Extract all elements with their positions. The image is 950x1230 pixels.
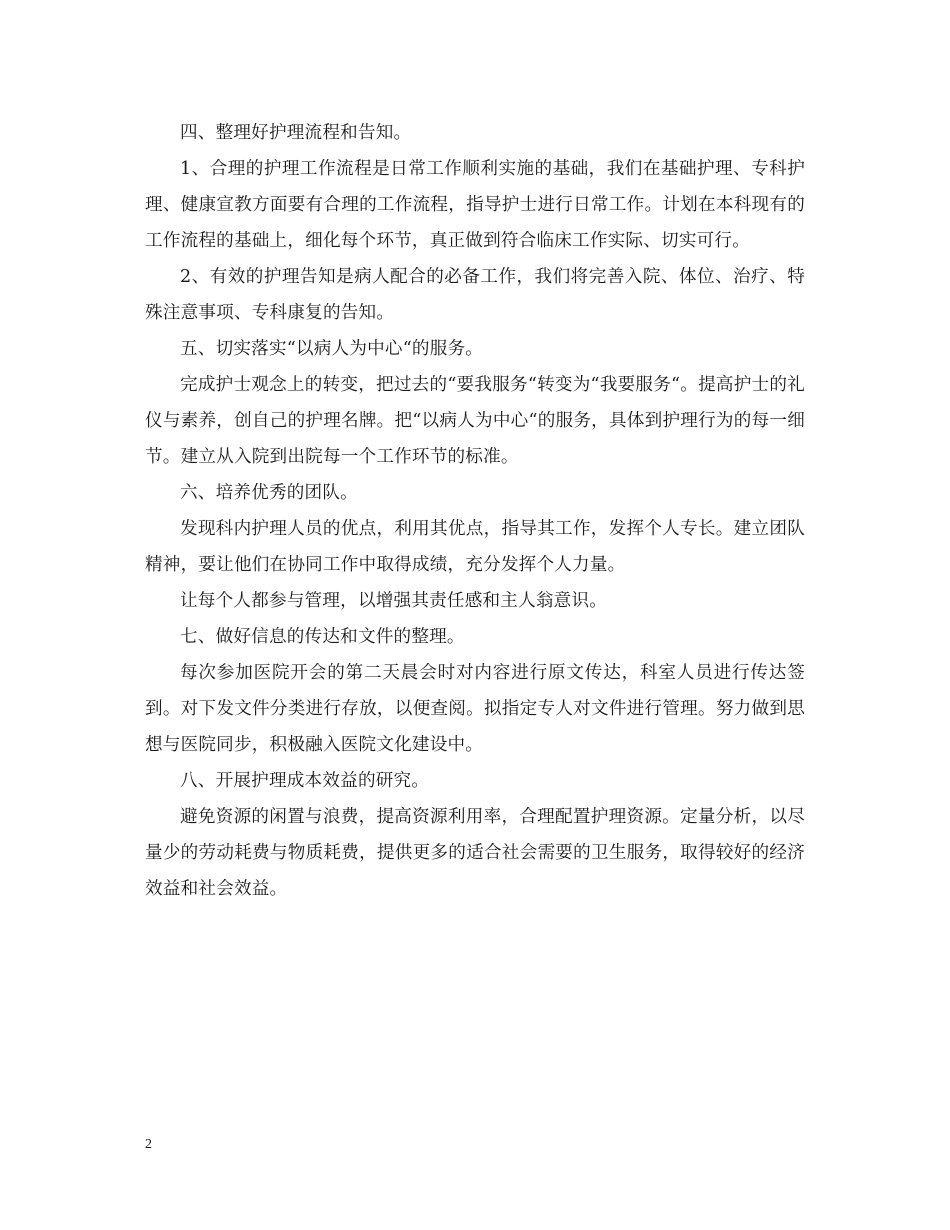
paragraph-cost-benefit: 避免资源的闲置与浪费，提高资源利用率，合理配置护理资源。定量分析，以尽量少的劳动耗费与物质耗费，提供更多的适合社会需要的卫生服务，取得较好的经济效益和社会效益。 bbox=[145, 807, 805, 899]
document-body bbox=[145, 115, 805, 907]
section-heading-7: 七、做好信息的传达和文件的整理。 bbox=[180, 627, 465, 647]
page-number: 2 bbox=[145, 1137, 152, 1152]
paragraph-management: 让每个人都参与管理，以增强其责任感和主人翁意识。 bbox=[180, 591, 608, 611]
section-heading-6: 六、培养优秀的团队。 bbox=[180, 483, 358, 503]
paragraph-notification: 2、有效的护理告知是病人配合的必备工作，我们将完善入院、体位、治疗、特殊注意事项、专科康复的告知。 bbox=[145, 267, 805, 323]
section-heading-5: 五、切实落实“以病人为中心“的服务。 bbox=[180, 339, 484, 359]
paragraph-team: 发现科内护理人员的优点，利用其优点，指导其工作，发挥个人专长。建立团队精神，要让他们在协同工作中取得成绩，充分发挥个人力量。 bbox=[145, 519, 805, 575]
paragraph-service: 完成护士观念上的转变，把过去的“要我服务“转变为“我要服务“。提高护士的礼仪与素养，创自己的护理名牌。把“以病人为中心“的服务，具体到护理行为的每一细节。建立从入院到出院每一个工作环节的标准。 bbox=[145, 375, 805, 467]
section-heading-8: 八、开展护理成本效益的研究。 bbox=[180, 771, 430, 791]
paragraph-information: 每次参加医院开会的第二天晨会时对内容进行原文传达，科室人员进行传达签到。对下发文件分类进行存放，以便查阅。拟指定专人对文件进行管理。努力做到思想与医院同步，积极融入医院文化建设中。 bbox=[145, 663, 805, 755]
paragraph-workflow: 1、合理的护理工作流程是日常工作顺利实施的基础，我们在基础护理、专科护理、健康宣教方面要有合理的工作流程，指导护士进行日常工作。计划在本科现有的工作流程的基础上，细化每个环节，真正做到符合临床工作实际、切实可行。 bbox=[145, 159, 805, 251]
section-heading-4: 四、整理好护理流程和告知。 bbox=[180, 123, 412, 143]
